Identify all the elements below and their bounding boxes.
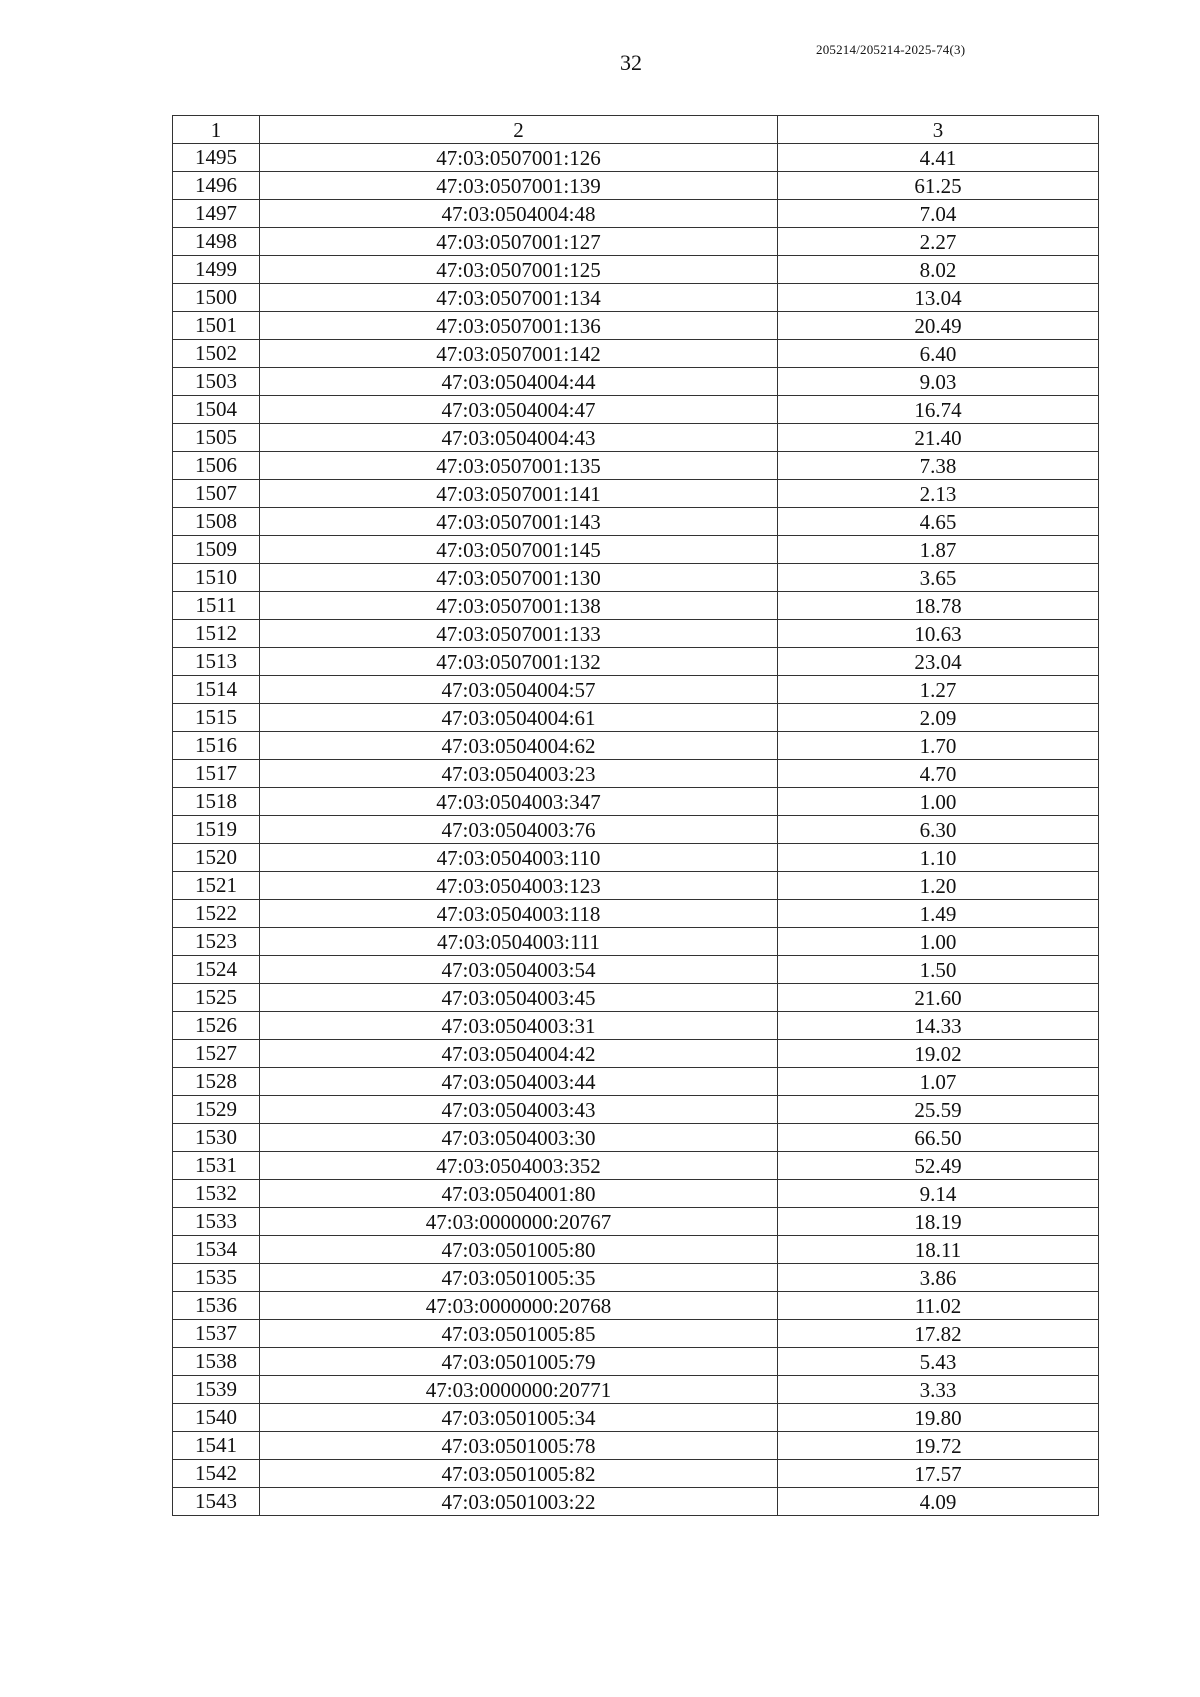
cadastral-number-cell: 47:03:0507001:134 — [260, 284, 778, 312]
row-number-cell: 1508 — [173, 508, 260, 536]
area-value-cell: 18.19 — [778, 1208, 1099, 1236]
cadastral-number-cell: 47:03:0507001:135 — [260, 452, 778, 480]
cadastral-number-cell: 47:03:0504003:54 — [260, 956, 778, 984]
cadastral-number-cell: 47:03:0504003:45 — [260, 984, 778, 1012]
table-row — [173, 256, 1099, 284]
table-row — [173, 368, 1099, 396]
cadastral-number-cell: 47:03:0504004:44 — [260, 368, 778, 396]
cadastral-number-cell: 47:03:0507001:139 — [260, 172, 778, 200]
cadastral-number-cell: 47:03:0501005:80 — [260, 1236, 778, 1264]
table-row — [173, 844, 1099, 872]
parcel-table-container — [172, 115, 1098, 1516]
area-value-cell: 17.57 — [778, 1460, 1099, 1488]
row-number-cell: 1497 — [173, 200, 260, 228]
row-number-cell: 1499 — [173, 256, 260, 284]
cadastral-number-cell: 47:03:0504004:48 — [260, 200, 778, 228]
row-number-cell: 1505 — [173, 424, 260, 452]
cadastral-number-cell: 47:03:0507001:136 — [260, 312, 778, 340]
cadastral-number-cell: 47:03:0504003:31 — [260, 1012, 778, 1040]
table-row — [173, 984, 1099, 1012]
area-value-cell: 1.27 — [778, 676, 1099, 704]
table-row — [173, 1432, 1099, 1460]
area-value-cell: 1.00 — [778, 928, 1099, 956]
table-row — [173, 704, 1099, 732]
table-row — [173, 928, 1099, 956]
row-number-cell: 1527 — [173, 1040, 260, 1068]
area-value-cell: 9.14 — [778, 1180, 1099, 1208]
table-row — [173, 676, 1099, 704]
area-value-cell: 9.03 — [778, 368, 1099, 396]
table-row — [173, 284, 1099, 312]
area-value-cell: 13.04 — [778, 284, 1099, 312]
table-row — [173, 732, 1099, 760]
table-row — [173, 1124, 1099, 1152]
cadastral-number-cell: 47:03:0504003:118 — [260, 900, 778, 928]
cadastral-number-cell: 47:03:0501005:79 — [260, 1348, 778, 1376]
cadastral-number-cell: 47:03:0000000:20771 — [260, 1376, 778, 1404]
row-number-cell: 1498 — [173, 228, 260, 256]
cadastral-number-cell: 47:03:0501005:34 — [260, 1404, 778, 1432]
cadastral-number-cell: 47:03:0507001:145 — [260, 536, 778, 564]
row-number-cell: 1522 — [173, 900, 260, 928]
cadastral-number-cell: 47:03:0507001:143 — [260, 508, 778, 536]
table-row — [173, 1264, 1099, 1292]
area-value-cell: 1.87 — [778, 536, 1099, 564]
row-number-cell: 1536 — [173, 1292, 260, 1320]
row-number-cell: 1512 — [173, 620, 260, 648]
row-number-cell: 1535 — [173, 1264, 260, 1292]
table-row — [173, 1208, 1099, 1236]
cadastral-number-cell: 47:03:0504004:62 — [260, 732, 778, 760]
row-number-cell: 1501 — [173, 312, 260, 340]
area-value-cell: 1.00 — [778, 788, 1099, 816]
area-value-cell: 2.13 — [778, 480, 1099, 508]
row-number-cell: 1530 — [173, 1124, 260, 1152]
area-value-cell: 4.65 — [778, 508, 1099, 536]
cadastral-number-cell: 47:03:0504004:47 — [260, 396, 778, 424]
area-value-cell: 2.09 — [778, 704, 1099, 732]
table-row — [173, 648, 1099, 676]
cadastral-number-cell: 47:03:0504003:110 — [260, 844, 778, 872]
parcel-table — [172, 115, 1099, 1516]
cadastral-number-cell: 47:03:0504004:43 — [260, 424, 778, 452]
cadastral-number-cell: 47:03:0507001:133 — [260, 620, 778, 648]
cadastral-number-cell: 47:03:0507001:138 — [260, 592, 778, 620]
cadastral-number-cell: 47:03:0507001:125 — [260, 256, 778, 284]
table-row — [173, 816, 1099, 844]
row-number-cell: 1510 — [173, 564, 260, 592]
cadastral-number-cell: 47:03:0501005:82 — [260, 1460, 778, 1488]
document-reference: 205214/205214-2025-74(3) — [816, 42, 966, 57]
table-row — [173, 1040, 1099, 1068]
table-row — [173, 564, 1099, 592]
area-value-cell: 23.04 — [778, 648, 1099, 676]
area-value-cell: 7.38 — [778, 452, 1099, 480]
page-number: 32 — [620, 50, 642, 75]
cadastral-number-cell: 47:03:0501005:35 — [260, 1264, 778, 1292]
area-value-cell: 20.49 — [778, 312, 1099, 340]
cadastral-number-cell: 47:03:0504003:76 — [260, 816, 778, 844]
table-row — [173, 424, 1099, 452]
area-value-cell: 1.07 — [778, 1068, 1099, 1096]
table-row — [173, 1488, 1099, 1516]
area-value-cell: 25.59 — [778, 1096, 1099, 1124]
table-row — [173, 200, 1099, 228]
area-value-cell: 14.33 — [778, 1012, 1099, 1040]
row-number-cell: 1518 — [173, 788, 260, 816]
row-number-cell: 1507 — [173, 480, 260, 508]
row-number-cell: 1515 — [173, 704, 260, 732]
table-row — [173, 592, 1099, 620]
area-value-cell: 11.02 — [778, 1292, 1099, 1320]
cadastral-number-cell: 47:03:0507001:142 — [260, 340, 778, 368]
area-value-cell: 21.60 — [778, 984, 1099, 1012]
row-number-cell: 1514 — [173, 676, 260, 704]
area-value-cell: 7.04 — [778, 200, 1099, 228]
cadastral-number-cell: 47:03:0504003:44 — [260, 1068, 778, 1096]
table-row — [173, 1404, 1099, 1432]
table-row — [173, 760, 1099, 788]
area-value-cell: 5.43 — [778, 1348, 1099, 1376]
row-number-cell: 1513 — [173, 648, 260, 676]
area-value-cell: 4.09 — [778, 1488, 1099, 1516]
table-row — [173, 508, 1099, 536]
cadastral-number-cell: 47:03:0504001:80 — [260, 1180, 778, 1208]
table-row — [173, 1292, 1099, 1320]
table-row — [173, 1180, 1099, 1208]
row-number-cell: 1531 — [173, 1152, 260, 1180]
table-row — [173, 340, 1099, 368]
cadastral-number-cell: 47:03:0507001:130 — [260, 564, 778, 592]
cadastral-number-cell: 47:03:0507001:127 — [260, 228, 778, 256]
table-row — [173, 956, 1099, 984]
cadastral-number-cell: 47:03:0504003:43 — [260, 1096, 778, 1124]
table-row — [173, 172, 1099, 200]
table-row — [173, 1068, 1099, 1096]
table-row — [173, 396, 1099, 424]
area-value-cell: 21.40 — [778, 424, 1099, 452]
table-row — [173, 1152, 1099, 1180]
table-row — [173, 480, 1099, 508]
row-number-cell: 1523 — [173, 928, 260, 956]
row-number-cell: 1529 — [173, 1096, 260, 1124]
cadastral-number-cell: 47:03:0501005:85 — [260, 1320, 778, 1348]
area-value-cell: 1.50 — [778, 956, 1099, 984]
row-number-cell: 1511 — [173, 592, 260, 620]
table-row — [173, 1348, 1099, 1376]
table-row — [173, 312, 1099, 340]
row-number-cell: 1509 — [173, 536, 260, 564]
table-body — [173, 144, 1099, 1516]
cadastral-number-cell: 47:03:0504004:57 — [260, 676, 778, 704]
area-value-cell: 4.70 — [778, 760, 1099, 788]
cadastral-number-cell: 47:03:0000000:20767 — [260, 1208, 778, 1236]
table-row — [173, 788, 1099, 816]
column-header-2: 2 — [260, 116, 778, 144]
row-number-cell: 1495 — [173, 144, 260, 172]
area-value-cell: 17.82 — [778, 1320, 1099, 1348]
table-row — [173, 872, 1099, 900]
area-value-cell: 18.78 — [778, 592, 1099, 620]
column-header-1: 1 — [173, 116, 260, 144]
table-row — [173, 536, 1099, 564]
row-number-cell: 1528 — [173, 1068, 260, 1096]
table-row — [173, 900, 1099, 928]
cadastral-number-cell: 47:03:0504003:352 — [260, 1152, 778, 1180]
area-value-cell: 8.02 — [778, 256, 1099, 284]
table-row — [173, 1012, 1099, 1040]
row-number-cell: 1506 — [173, 452, 260, 480]
area-value-cell: 61.25 — [778, 172, 1099, 200]
row-number-cell: 1504 — [173, 396, 260, 424]
row-number-cell: 1542 — [173, 1460, 260, 1488]
area-value-cell: 19.02 — [778, 1040, 1099, 1068]
cadastral-number-cell: 47:03:0504004:42 — [260, 1040, 778, 1068]
area-value-cell: 52.49 — [778, 1152, 1099, 1180]
area-value-cell: 19.72 — [778, 1432, 1099, 1460]
cadastral-number-cell: 47:03:0504003:123 — [260, 872, 778, 900]
row-number-cell: 1516 — [173, 732, 260, 760]
area-value-cell: 66.50 — [778, 1124, 1099, 1152]
row-number-cell: 1517 — [173, 760, 260, 788]
table-row — [173, 1320, 1099, 1348]
area-value-cell: 1.10 — [778, 844, 1099, 872]
table-row — [173, 620, 1099, 648]
area-value-cell: 6.30 — [778, 816, 1099, 844]
row-number-cell: 1524 — [173, 956, 260, 984]
row-number-cell: 1539 — [173, 1376, 260, 1404]
row-number-cell: 1541 — [173, 1432, 260, 1460]
area-value-cell: 19.80 — [778, 1404, 1099, 1432]
table-row — [173, 1096, 1099, 1124]
area-value-cell: 1.20 — [778, 872, 1099, 900]
area-value-cell: 4.41 — [778, 144, 1099, 172]
area-value-cell: 10.63 — [778, 620, 1099, 648]
cadastral-number-cell: 47:03:0507001:132 — [260, 648, 778, 676]
area-value-cell: 2.27 — [778, 228, 1099, 256]
table-row — [173, 1236, 1099, 1264]
cadastral-number-cell: 47:03:0000000:20768 — [260, 1292, 778, 1320]
table-row — [173, 1460, 1099, 1488]
cadastral-number-cell: 47:03:0507001:141 — [260, 480, 778, 508]
row-number-cell: 1534 — [173, 1236, 260, 1264]
area-value-cell: 1.49 — [778, 900, 1099, 928]
row-number-cell: 1500 — [173, 284, 260, 312]
table-header-row — [173, 116, 1099, 144]
table-row — [173, 228, 1099, 256]
cadastral-number-cell: 47:03:0501005:78 — [260, 1432, 778, 1460]
area-value-cell: 1.70 — [778, 732, 1099, 760]
row-number-cell: 1533 — [173, 1208, 260, 1236]
row-number-cell: 1502 — [173, 340, 260, 368]
cadastral-number-cell: 47:03:0501003:22 — [260, 1488, 778, 1516]
row-number-cell: 1521 — [173, 872, 260, 900]
table-row — [173, 144, 1099, 172]
cadastral-number-cell: 47:03:0504004:61 — [260, 704, 778, 732]
area-value-cell: 6.40 — [778, 340, 1099, 368]
table-row — [173, 1376, 1099, 1404]
row-number-cell: 1525 — [173, 984, 260, 1012]
area-value-cell: 3.86 — [778, 1264, 1099, 1292]
row-number-cell: 1540 — [173, 1404, 260, 1432]
row-number-cell: 1520 — [173, 844, 260, 872]
row-number-cell: 1526 — [173, 1012, 260, 1040]
area-value-cell: 3.65 — [778, 564, 1099, 592]
area-value-cell: 3.33 — [778, 1376, 1099, 1404]
row-number-cell: 1496 — [173, 172, 260, 200]
row-number-cell: 1538 — [173, 1348, 260, 1376]
row-number-cell: 1519 — [173, 816, 260, 844]
cadastral-number-cell: 47:03:0504003:347 — [260, 788, 778, 816]
row-number-cell: 1532 — [173, 1180, 260, 1208]
column-header-3: 3 — [778, 116, 1099, 144]
cadastral-number-cell: 47:03:0507001:126 — [260, 144, 778, 172]
cadastral-number-cell: 47:03:0504003:111 — [260, 928, 778, 956]
row-number-cell: 1537 — [173, 1320, 260, 1348]
area-value-cell: 16.74 — [778, 396, 1099, 424]
row-number-cell: 1503 — [173, 368, 260, 396]
row-number-cell: 1543 — [173, 1488, 260, 1516]
cadastral-number-cell: 47:03:0504003:23 — [260, 760, 778, 788]
table-row — [173, 452, 1099, 480]
cadastral-number-cell: 47:03:0504003:30 — [260, 1124, 778, 1152]
area-value-cell: 18.11 — [778, 1236, 1099, 1264]
